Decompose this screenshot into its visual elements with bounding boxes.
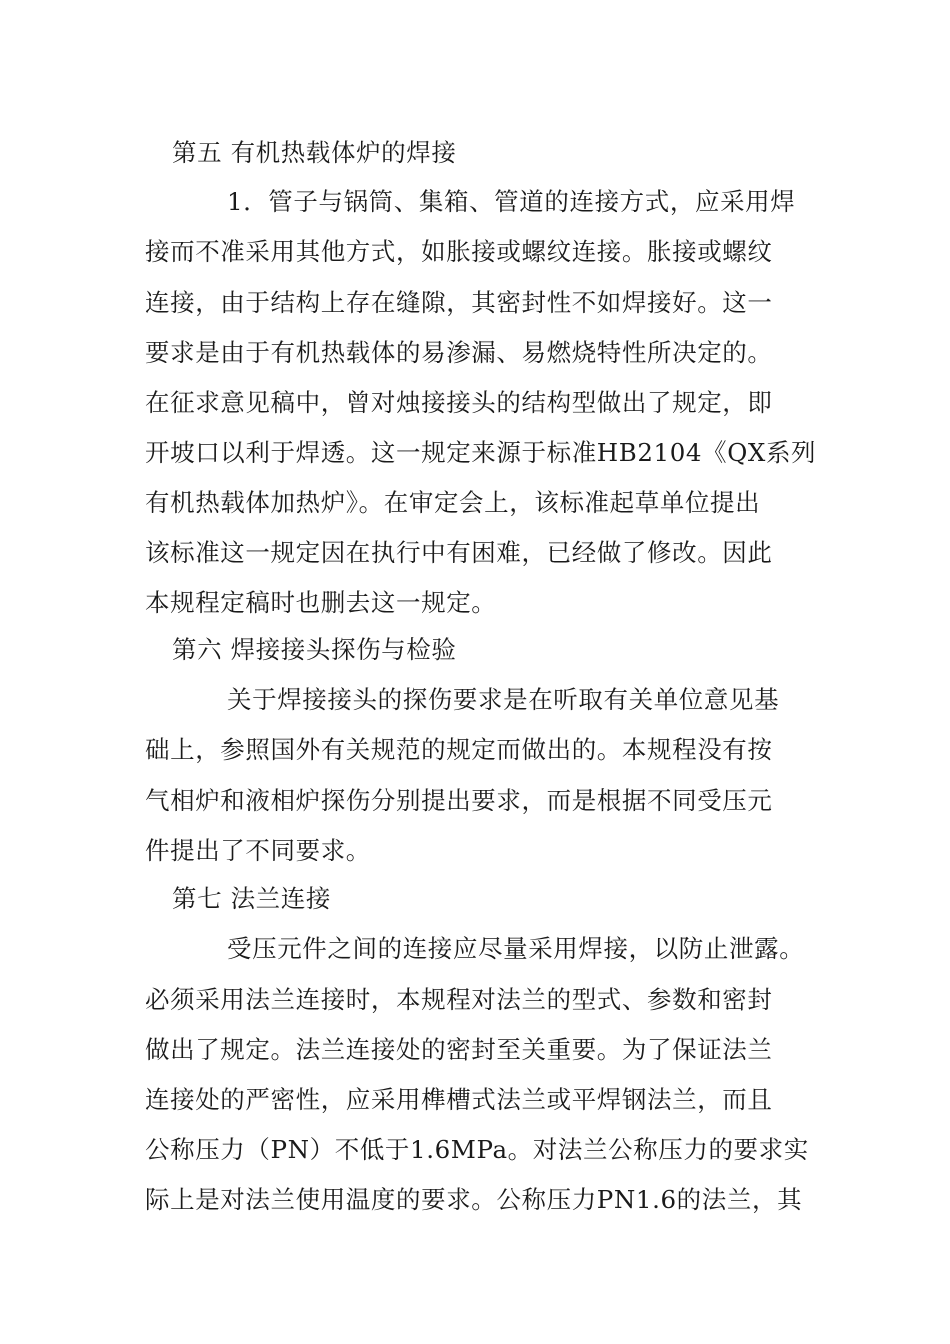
section-heading-6: 第六 焊接接头探伤与检验: [172, 635, 457, 664]
paragraph-line: 连接，由于结构上存在缝隙，其密封性不如焊接好。这一: [145, 288, 773, 317]
paragraph-line: 做出了规定。法兰连接处的密封至关重要。为了保证法兰: [145, 1035, 773, 1064]
paragraph-line: 必须采用法兰连接时，本规程对法兰的型式、参数和密封: [145, 985, 773, 1014]
paragraph-line: 础上，参照国外有关规范的规定而做出的。本规程没有按: [145, 735, 773, 764]
section-heading-5: 第五 有机热载体炉的焊接: [172, 138, 457, 167]
paragraph-line: 要求是由于有机热载体的易渗漏、易燃烧特性所决定的。: [145, 338, 773, 367]
paragraph-line: 关于焊接接头的探伤要求是在听取有关单位意见基: [227, 685, 780, 714]
paragraph-line: 本规程定稿时也删去这一规定。: [145, 588, 497, 617]
paragraph-line: 接而不准采用其他方式，如胀接或螺纹连接。胀接或螺纹: [145, 237, 773, 266]
paragraph-line: 开坡口以利于焊透。这一规定来源于标准HB2104《QX系列: [145, 438, 817, 467]
section-heading-7: 第七 法兰连接: [172, 884, 331, 913]
paragraph-line: 气相炉和液相炉探伤分别提出要求，而是根据不同受压元: [145, 786, 773, 815]
paragraph-line: 公称压力（PN）不低于1.6MPa。对法兰公称压力的要求实: [145, 1135, 809, 1164]
paragraph-line: 该标准这一规定因在执行中有困难，已经做了修改。因此: [145, 538, 773, 567]
paragraph-line: 际上是对法兰使用温度的要求。公称压力PN1.6的法兰，其: [145, 1185, 803, 1214]
paragraph-line: 连接处的严密性，应采用榫槽式法兰或平焊钢法兰，而且: [145, 1085, 773, 1114]
paragraph-line: 1．管子与锅筒、集箱、管道的连接方式，应采用焊: [227, 187, 796, 216]
paragraph-line: 在征求意见稿中，曾对烛接接头的结构型做出了规定，即: [145, 388, 773, 417]
paragraph-line: 件提出了不同要求。: [145, 836, 371, 865]
paragraph-line: 有机热载体加热炉》。在审定会上，该标准起草单位提出: [145, 488, 761, 517]
paragraph-line: 受压元件之间的连接应尽量采用焊接，以防止泄露。: [227, 934, 805, 963]
